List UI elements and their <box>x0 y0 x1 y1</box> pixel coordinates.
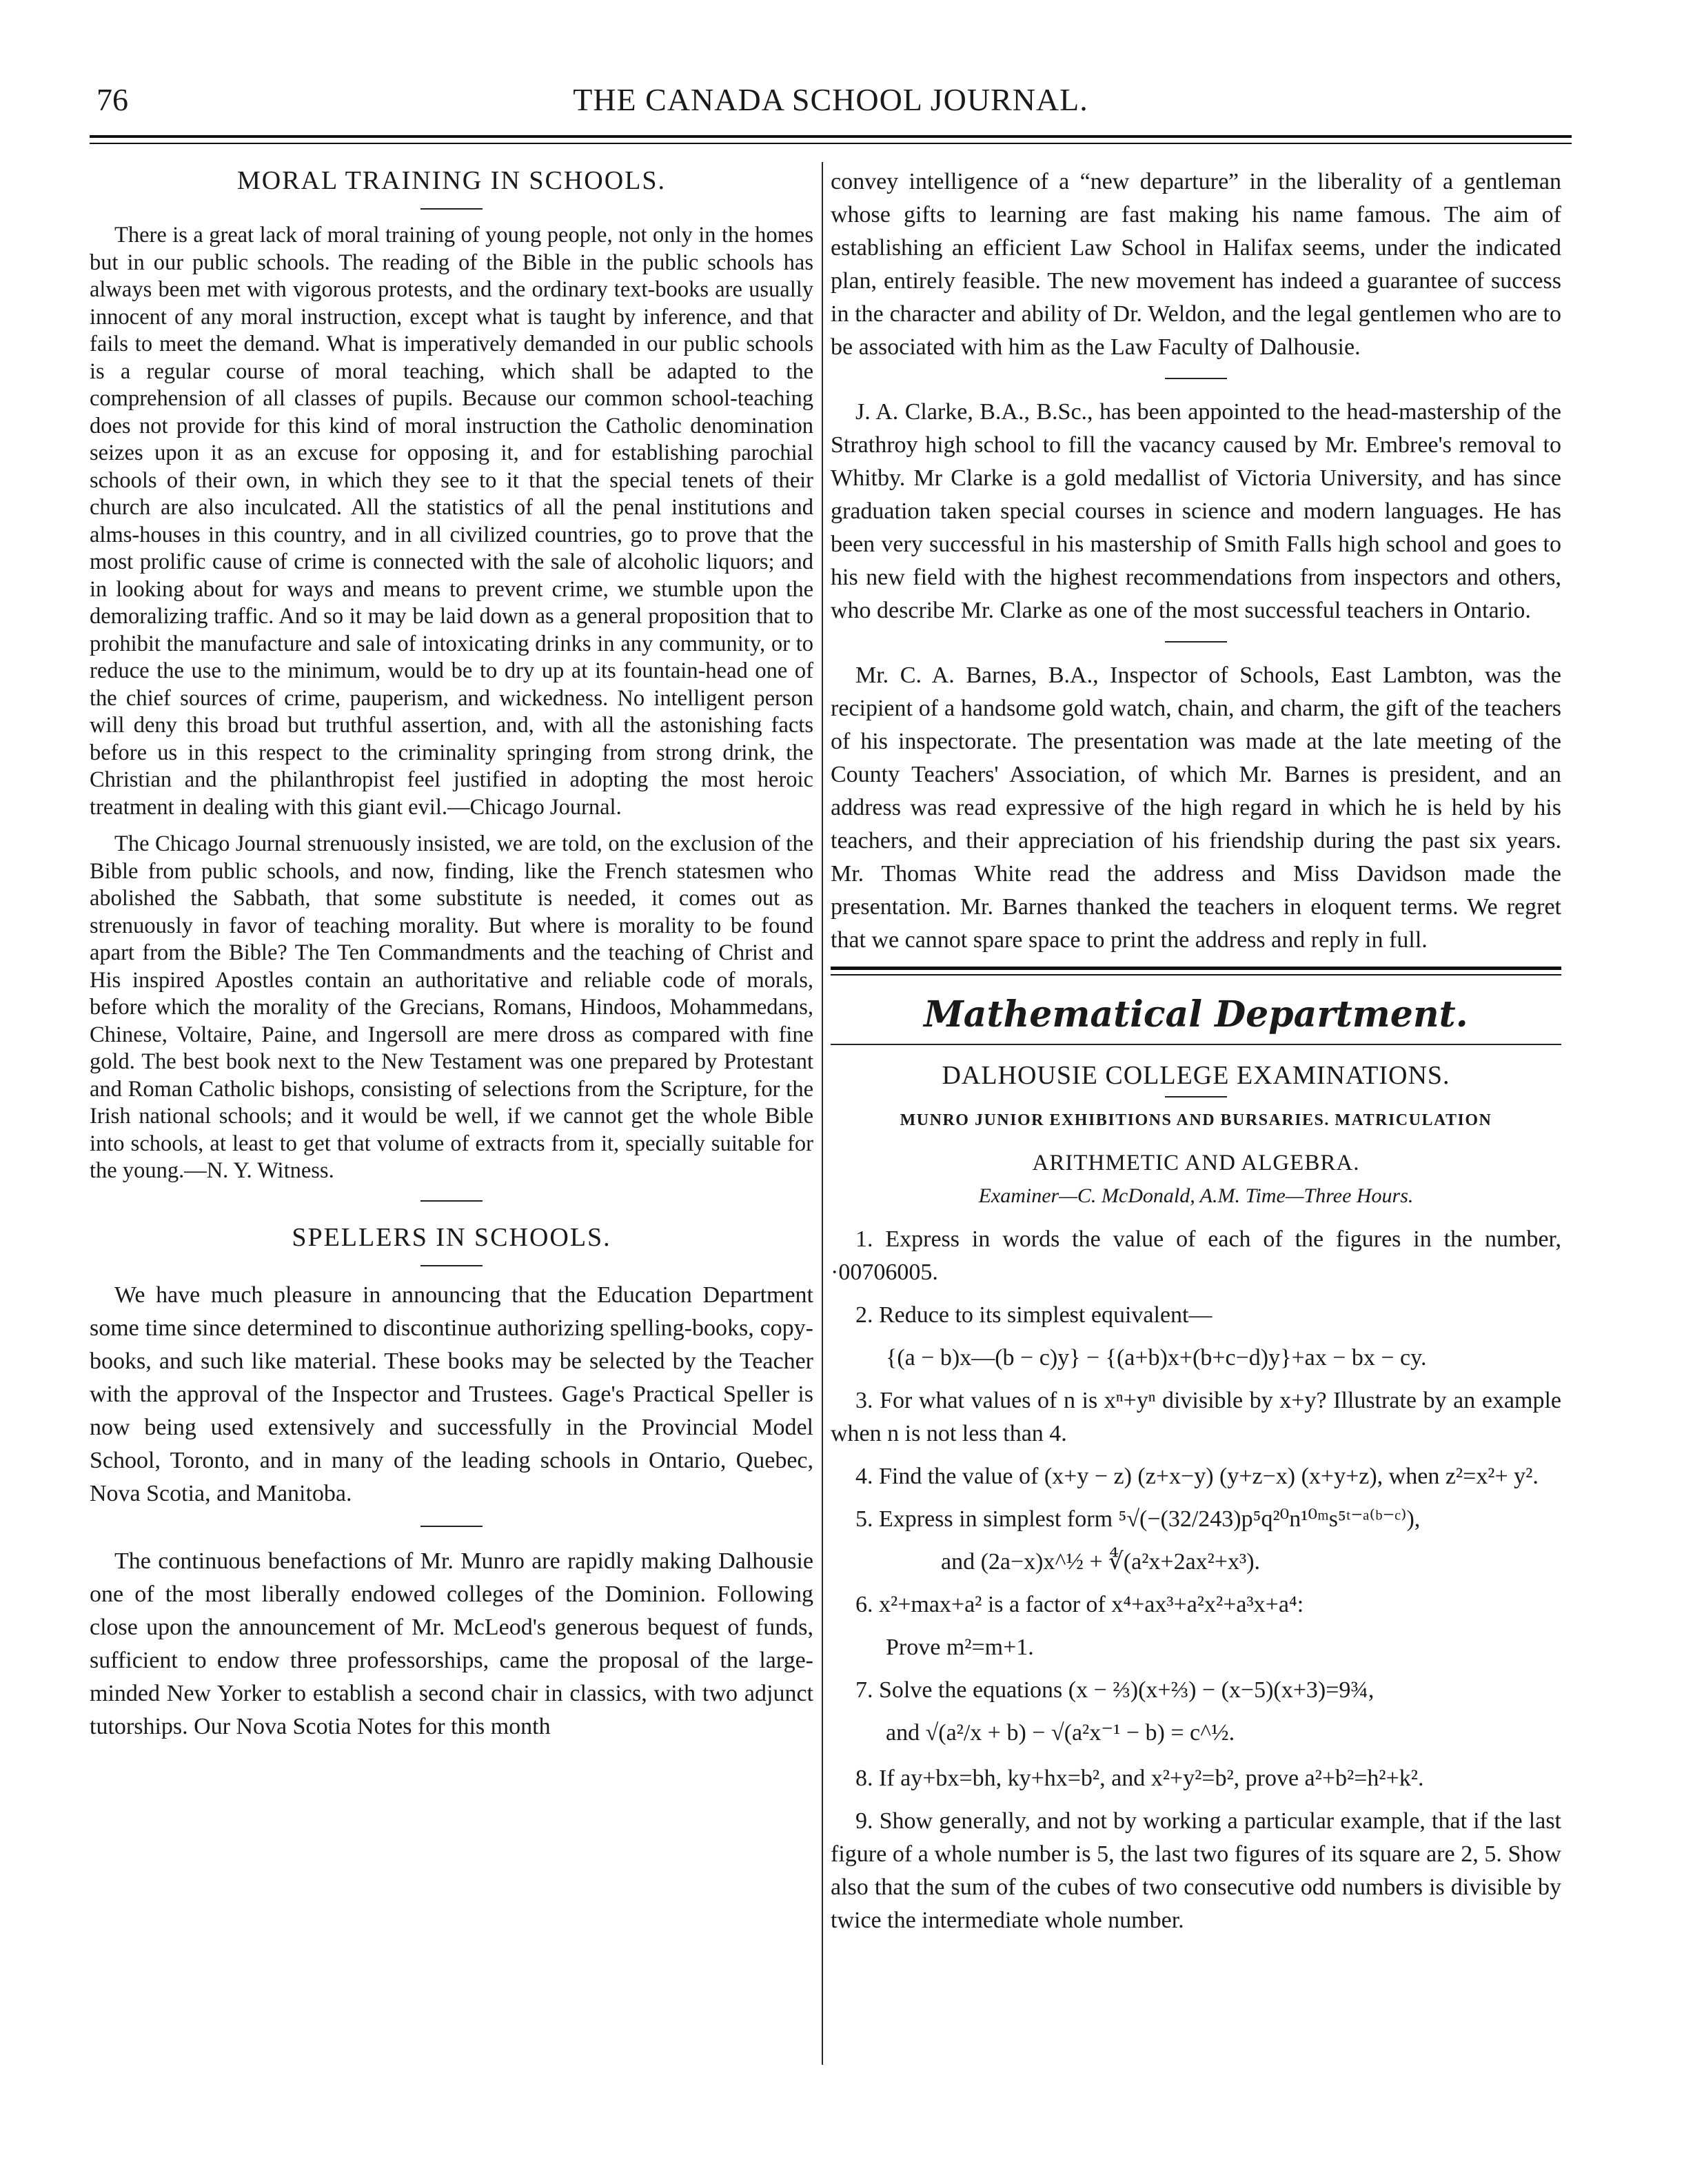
section-rule <box>1165 1096 1227 1098</box>
barnes-paragraph: Mr. C. A. Barnes, B.A., Inspector of Schools, East Lambton, was the recipient of a handsome gold watch, chain, and charm, the gift of the teachers of his inspectorate. The presentation was made at the late meeting of the County Teachers' Association, of which Mr. Barnes is president, and an address was read expressive of the high regard in which he is held by his teachers, and their appreciation of his friendship during the past six years. Mr. Thomas White read the address and Miss Davidson made the presentation. Mr. Barnes thanked the teachers in eloquent terms. We regret that we cannot spare space to print the address and reply in full. <box>831 663 1561 953</box>
section-rule <box>420 1526 483 1527</box>
question-5-part-b: and (2a−x)x^½ + ∜(a²x+2ax²+x³). <box>941 1549 1261 1575</box>
exam-subject: ARITHMETIC AND ALGEBRA. <box>1032 1151 1360 1175</box>
question-8: 8. If ay+bx=bh, ky+hx=b², and x²+y²=b², prove a²+b²=h²+k². <box>855 1766 1424 1791</box>
question-6: 6. x²+max+a² is a factor of x⁴+ax³+a²x²+a³x+a⁴: <box>855 1592 1304 1617</box>
question-2: 2. Reduce to its simplest equivalent— <box>855 1302 1213 1328</box>
question-4: 4. Find the value of (x+y − z) (z+x−y) (y+z−x) (x+y+z), when z²=x²+ y². <box>855 1464 1539 1489</box>
exam-subtitle: MUNRO JUNIOR EXHIBITIONS AND BURSARIES. MATRICULATION <box>900 1111 1492 1129</box>
question-7: 7. Solve the equations (x − ⅔)(x+⅔) − (x−5)(x+3)=9¾, <box>855 1677 1375 1703</box>
question-5: 5. Express in simplest form ⁵√(−(32/243)p⁵q²⁰n¹⁰ᵐs⁵ᵗ⁻ᵃ⁽ᵇ⁻ᶜ⁾), <box>855 1506 1421 1532</box>
moral-paragraph-2: The Chicago Journal strenuously insisted, we are told, on the exclusion of the Bible from public schools, and now, finding, like the French statesmen who abolished the Sabbath, that some substitute is needed, it comes out as strenuously in favor of teaching morality. But where is morality to be found apart from the Bible? The Ten Commandments and the teaching of Christ and His inspired Apostles contain an authoritative and reliable code of morals, before which the morality of the Grecians, Romans, Hindoos, Mohammedans, Chinese, Voltaire, Paine, and Ingersoll are mere dross as compared with fine gold. The best book next to the New Testament was one prepared by Protestant and Roman Catholic bishops, consisting of selections from the Scripture, for the Irish national schools; and it would be well, if we cannot get the whole Bible into schools, at least to get that volume of extracts from it, specially suitable for the young.—N. Y. Witness. <box>90 831 813 1183</box>
page-number: 76 <box>97 82 128 117</box>
law-school-paragraph: convey intelligence of a “new departure” in the liberality of a gentleman whose gifts to learning are fast making his name famous. The aim of establishing an efficient Law School in Halifax seems, under the indicated plan, entirely feasible. The new movement has indeed a guarantee of success in the character and ability of Dr. Weldon, and the legal gentlemen who are to be associated with him as the Law Faculty of Dalhousie. <box>831 169 1561 360</box>
journal-title: THE CANADA SCHOOL JOURNAL. <box>573 82 1088 117</box>
examiner-line: Examiner—C. McDonald, A.M. Time—Three Hours. <box>978 1184 1414 1207</box>
munro-paragraph: The continuous benefactions of Mr. Munro are rapidly making Dalhousie one of the most liberally endowed colleges of the Dominion. Following close upon the announcement of Mr. McLeod's generous bequest of funds, sufficient to endow three professorships, came the proposal of the large-minded New Yorker to establish a second chair in classics, with two adjunct tutorships. Our Nova Scotia Notes for this month <box>90 1548 813 1739</box>
exam-title: DALHOUSIE COLLEGE EXAMINATIONS. <box>942 1061 1450 1090</box>
math-department-heading: Mathematical Department. <box>924 993 1468 1035</box>
left-column <box>90 165 813 1753</box>
clarke-paragraph: J. A. Clarke, B.A., B.Sc., has been appointed to the head-mastership of the Strathroy high school to fill the vacancy caused by Mr. Embree's removal to Whitby. Mr Clarke is a gold medallist of Victoria University, and has since graduation taken special courses in science and modern languages. He has been very successful in his mastership of Smith Falls high school and goes to his new field with the highest recommendations from inspectors and others, who describe Mr. Clarke as one of the most successful teachers in Ontario. <box>831 399 1561 623</box>
section-rule <box>1165 641 1227 643</box>
question-9: 9. Show generally, and not by working a particular example, that if the last figure of a whole number is 5, the last two figures of its square are 2, 5. Show also that the sum of the cubes of two consecutive odd numbers is divisible by twice the intermediate whole number. <box>831 1808 1561 1933</box>
question-6-part-b: Prove m²=m+1. <box>886 1635 1034 1660</box>
section-rule <box>420 1200 483 1202</box>
column-divider <box>822 162 823 2065</box>
math-heading-rule <box>831 1044 1561 1045</box>
spellers-paragraph: We have much pleasure in announcing that the Education Department some time since determined to discontinue authorizing spelling-books, copy-books, and such like material. These books may be selected by the Teacher with the approval of the Inspector and Trustees. Gage's Practical Speller is now being used extensively and successfully in the Provincial Model School, Toronto, and in many of the leading schools in Ontario, Quebec, Nova Scotia, and Manitoba. <box>90 1282 813 1506</box>
question-1: 1. Express in words the value of each of the figures in the number, ·00706005. <box>831 1226 1561 1285</box>
question-7-part-b: and √(a²/x + b) − √(a²x⁻¹ − b) = c^½. <box>886 1720 1235 1746</box>
moral-training-title: MORAL TRAINING IN SCHOOLS. <box>236 166 667 195</box>
question-3: 3. For what values of n is xⁿ+yⁿ divisible by x+y? Illustrate by an example when n is not less than 4. <box>831 1388 1561 1446</box>
section-rule <box>1165 378 1227 379</box>
moral-paragraph-1: There is a great lack of moral training of young people, not only in the homes but in our public schools. The reading of the Bible in the public schools has always been met with vigorous protests, and the ordinary text-books are usually innocent of any moral instruction, except what is taught by inference, and that fails to meet the demand. What is imperatively demanded in our public schools is a regular course of moral teaching, which shall be adapted to the comprehension of all classes of pupils. Because our common school-teaching does not provide for this kind of moral instruction the Catholic denomination seizes upon it as an excuse for opposing it, and for establishing parochial schools of their own, in which they see to it that the special tenets of their church are also inculcated. All the statistics of all the penal institutions and alms-houses in this country, and in all civilized countries, go to prove that the most prolific cause of crime is connected with the sale of alcoholic liquors; and in looking about for ways and means to prevent crime, we stumble upon the demoralizing traffic. And so it may be laid down as a general proposition that to prohibit the manufacture and sale of intoxicating drinks in any community, or to reduce the use to the minimum, would be to dry up at its fountain-head one of the chief sources of crime, pauperism, and wickedness. No intelligent person will deny this broad but truthful assertion, and, with all the astonishing facts before us in this respect to the criminality springing from strong drink, the Christian and the philanthropist feel justified in adopting the most heroic treatment in dealing with this giant evil.—Chicago Journal. <box>90 223 813 820</box>
section-rule <box>420 208 483 210</box>
page-header <box>90 81 1572 136</box>
spellers-title: SPELLERS IN SCHOOLS. <box>292 1222 611 1252</box>
section-rule <box>420 1265 483 1266</box>
right-column <box>831 165 1561 1947</box>
question-2-expression: {(a − b)x—(b − c)y} − {(a+b)x+(b+c−d)y}+ax − bx − cy. <box>886 1345 1427 1371</box>
header-rule <box>90 135 1572 144</box>
math-department-rule <box>831 967 1561 975</box>
